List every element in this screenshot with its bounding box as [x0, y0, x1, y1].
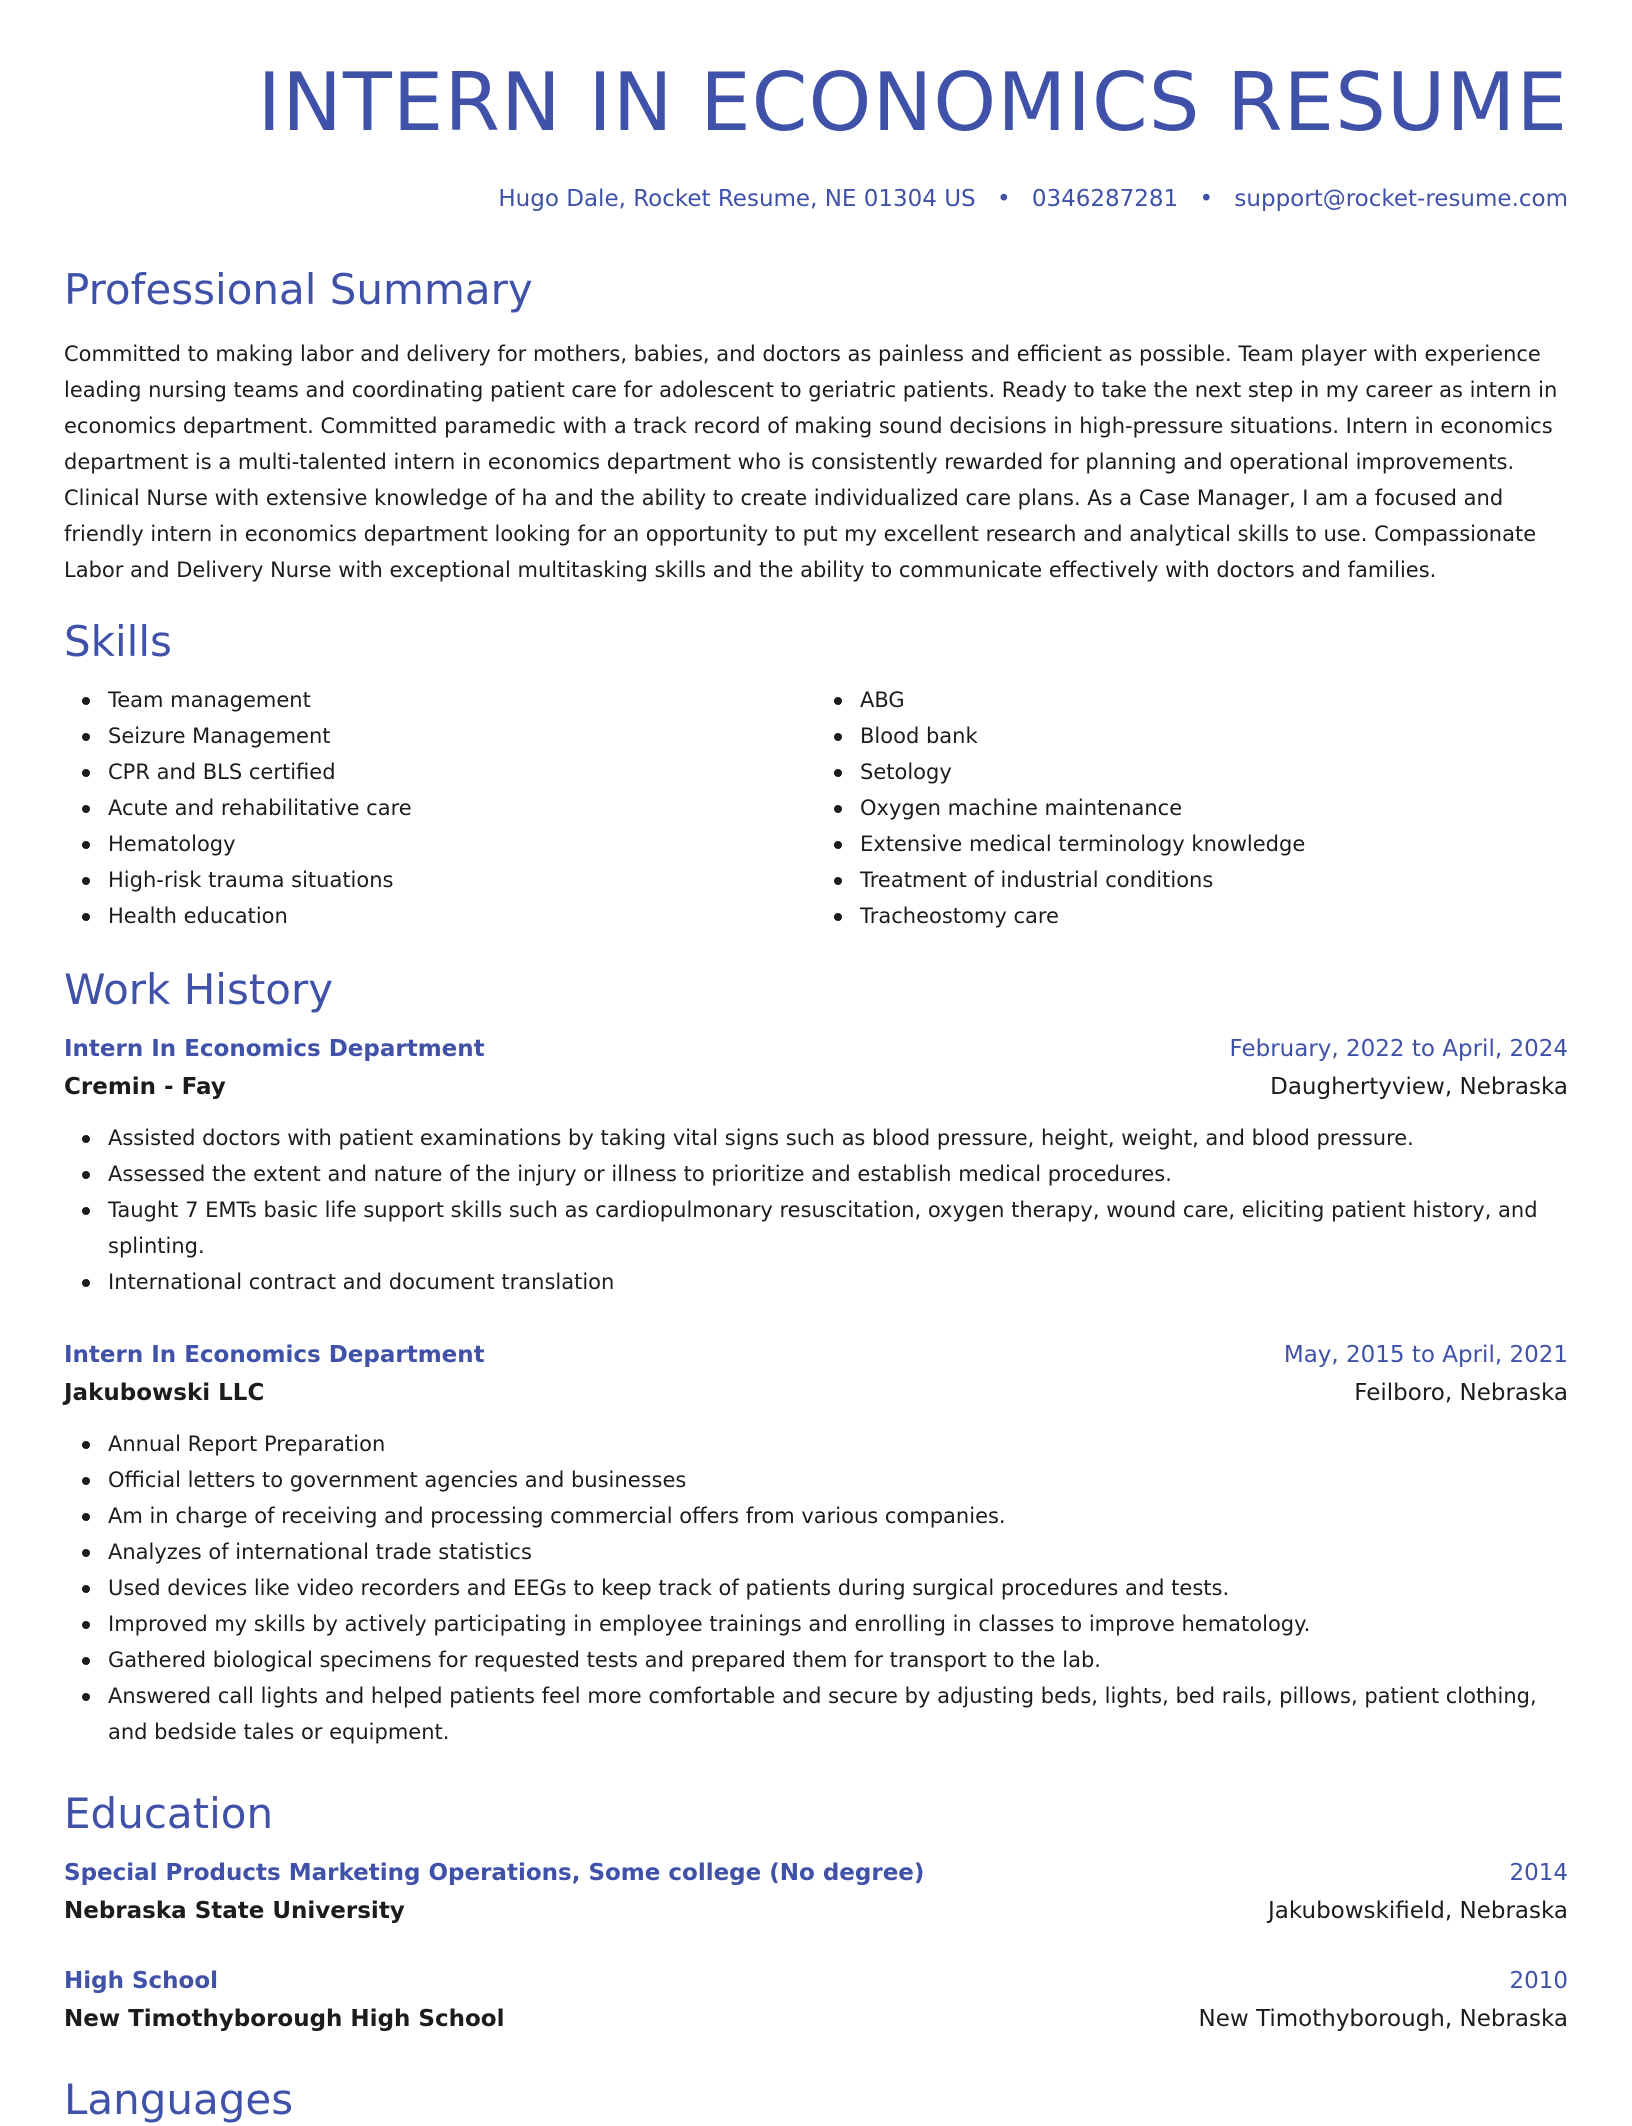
- job-company: Cremin - Fay: [64, 1074, 226, 1100]
- education-location: New Timothyborough, Nebraska: [1198, 2006, 1568, 2032]
- duty-item: Improved my skills by actively participating in employee trainings and enrolling in classes to improve hematology.: [108, 1606, 1568, 1642]
- skill-item: Hematology: [108, 826, 816, 862]
- education-year: 2014: [1509, 1860, 1568, 1886]
- job-dates: May, 2015 to April, 2021: [1283, 1342, 1568, 1368]
- job-entry: [64, 1030, 1568, 1300]
- skills-column-left: [64, 682, 816, 934]
- education-year: 2010: [1509, 1968, 1568, 1994]
- education-school: Nebraska State University: [64, 1898, 405, 1924]
- duty-item: Analyzes of international trade statistics: [108, 1534, 1568, 1570]
- education-degree: High School: [64, 1968, 219, 1994]
- job-role: Intern In Economics Department: [64, 1342, 485, 1368]
- languages-heading: Languages: [64, 2075, 294, 2124]
- skill-item: Tracheostomy care: [860, 898, 1568, 934]
- skill-item: Setology: [860, 754, 1568, 790]
- skills-column-right: [816, 682, 1568, 934]
- contact-separator: •: [1199, 186, 1214, 212]
- resume-title: INTERN IN ECONOMICS RESUME: [257, 56, 1568, 149]
- summary-heading: Professional Summary: [64, 265, 533, 314]
- job-company: Jakubowski LLC: [64, 1380, 265, 1406]
- skill-item: Blood bank: [860, 718, 1568, 754]
- skill-item: ABG: [860, 682, 1568, 718]
- job-duties: [64, 1426, 1568, 1750]
- duty-item: Assisted doctors with patient examinations by taking vital signs such as blood pressure, height, weight, and blood pressure.: [108, 1120, 1568, 1156]
- duty-item: Am in charge of receiving and processing commercial offers from various companies.: [108, 1498, 1568, 1534]
- skill-item: CPR and BLS certified: [108, 754, 816, 790]
- contact-address: Hugo Dale, Rocket Resume, NE 01304 US: [498, 186, 976, 212]
- job-location: Feilboro, Nebraska: [1354, 1380, 1568, 1406]
- duty-item: Answered call lights and helped patients feel more comfortable and secure by adjusting beds, lights, bed rails, pillows, patient clothing, and bedside tales or equipment.: [108, 1678, 1568, 1750]
- contact-phone: 0346287281: [1031, 186, 1179, 212]
- skills-heading: Skills: [64, 617, 172, 666]
- job-dates: February, 2022 to April, 2024: [1229, 1036, 1568, 1062]
- education-location: Jakubowskifield, Nebraska: [1268, 1898, 1568, 1924]
- job-entry: [64, 1336, 1568, 1750]
- skill-item: Oxygen machine maintenance: [860, 790, 1568, 826]
- education-entry: [64, 1962, 1568, 2038]
- skill-item: High-risk trauma situations: [108, 862, 816, 898]
- job-role: Intern In Economics Department: [64, 1036, 485, 1062]
- skill-item: Team management: [108, 682, 816, 718]
- duty-item: Taught 7 EMTs basic life support skills such as cardiopulmonary resuscitation, oxygen therapy, wound care, eliciting patient history, and splinting.: [108, 1192, 1568, 1264]
- skill-item: Health education: [108, 898, 816, 934]
- duty-item: International contract and document translation: [108, 1264, 1568, 1300]
- skill-item: Acute and rehabilitative care: [108, 790, 816, 826]
- skill-item: Treatment of industrial conditions: [860, 862, 1568, 898]
- summary-text: Committed to making labor and delivery for mothers, babies, and doctors as painless and efficient as possible. Team player with experience leading nursing teams and coordinating patient care for adolescent to geriatric patients. Ready to take the next step in my career as intern in economics department. Committed paramedic with a track record of making sound decisions in high-pressure situations. Intern in economics department is a multi-talented intern in economics department who is consistently rewarded for planning and operational improvements. Clinical Nurse with extensive knowledge of ha and the ability to create individualized care plans. As a Case Manager, I am a focused and friendly intern in economics department looking for an opportunity to put my excellent research and analytical skills to use. Compassionate Labor and Delivery Nurse with exceptional multitasking skills and the ability to communicate effectively with doctors and families.: [64, 342, 1558, 582]
- contact-email: support@rocket-resume.com: [1234, 186, 1568, 212]
- duty-item: Used devices like video recorders and EEGs to keep track of patients during surgical procedures and tests.: [108, 1570, 1568, 1606]
- education-school: New Timothyborough High School: [64, 2006, 505, 2032]
- duty-item: Annual Report Preparation: [108, 1426, 1568, 1462]
- work-history-heading: Work History: [64, 965, 334, 1014]
- duty-item: Official letters to government agencies and businesses: [108, 1462, 1568, 1498]
- skill-item: Seizure Management: [108, 718, 816, 754]
- duty-item: Gathered biological specimens for requested tests and prepared them for transport to the lab.: [108, 1642, 1568, 1678]
- duty-item: Assessed the extent and nature of the injury or illness to prioritize and establish medical procedures.: [108, 1156, 1568, 1192]
- job-duties: [64, 1120, 1568, 1300]
- education-entry: [64, 1854, 1568, 1930]
- skills-list: [64, 682, 1568, 934]
- education-degree: Special Products Marketing Operations, Some college (No degree): [64, 1860, 925, 1886]
- job-location: Daughertyview, Nebraska: [1270, 1074, 1568, 1100]
- contact-separator: •: [996, 186, 1011, 212]
- contact-line: [64, 184, 1568, 214]
- education-heading: Education: [64, 1789, 274, 1838]
- skill-item: Extensive medical terminology knowledge: [860, 826, 1568, 862]
